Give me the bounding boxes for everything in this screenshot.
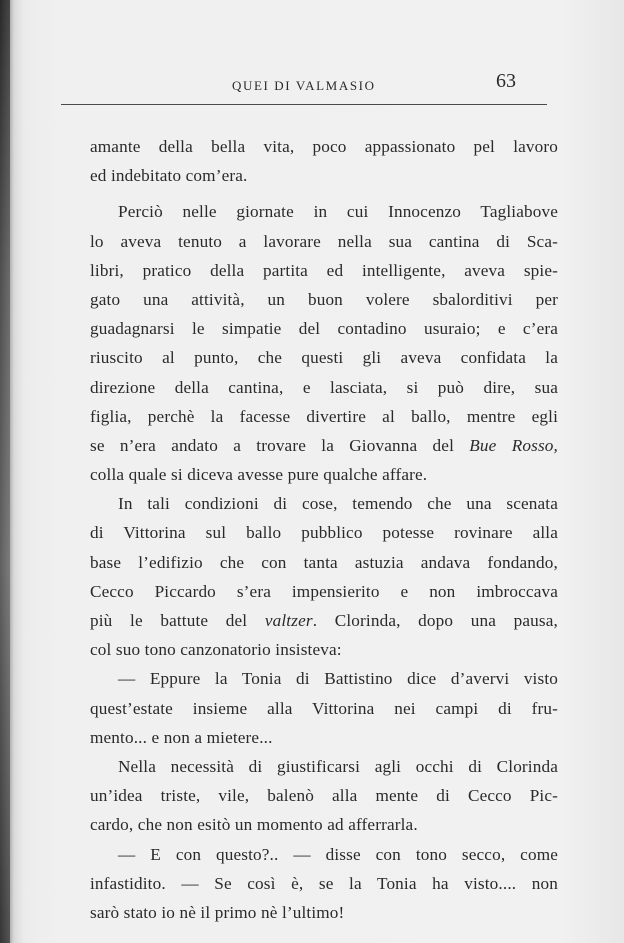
text-line: se n’era andato a trovare la Giovanna del Bue Rosso, (90, 435, 558, 455)
text-line: — E con questo?.. — disse con tono secco, come (118, 844, 558, 864)
text-line: sarò stato io nè il primo nè l’ultimo! (90, 902, 345, 922)
text-line: direzione della cantina, e lasciata, si può dire, sua (90, 377, 558, 397)
text-line: riuscito al punto, che questi gli aveva confidata la (90, 348, 558, 368)
text-line: amante della bella vita, poco appassionato pel lavoro (90, 137, 558, 156)
text-line: mento... e non a mietere... (90, 727, 273, 747)
page-number: 63 (496, 70, 516, 92)
text-line: col suo tono canzonatorio insisteva: (90, 640, 342, 660)
text-line: lo aveva tenuto a lavorare nella sua cantina di Sca- (90, 231, 558, 251)
text-line: gato una attività, un buon volere sbalorditivi per (90, 289, 558, 309)
running-title: QUEI DI VALMASIO (232, 78, 376, 93)
text-line: più le battute del valtzer. Clorinda, dopo una pausa, (90, 611, 558, 630)
binding-shadow (0, 0, 10, 943)
text-line: libri, pratico della partita ed intelligente, aveva spie- (90, 260, 558, 280)
italic-word: valtzer (264, 611, 313, 630)
text-line: base l’edifizio che con tanta astuzia andava fondando, (90, 552, 558, 572)
text-line: In tali condizioni di cose, temendo che una scenata (118, 494, 558, 514)
text-line: guadagnarsi le simpatie del contadino usuraio; e c’era (90, 319, 558, 339)
text-line: di Vittorina sul ballo pubblico potesse rovinare alla (90, 523, 558, 543)
text-line: Perciò nelle giornate in cui Innocenzo Tagliabove (118, 202, 558, 222)
text-line: infastidito. — Se così è, se la Tonia ha visto.... non (90, 873, 558, 893)
text-line: cardo, che non esitò un momento ad afferrarla. (90, 815, 418, 835)
text-line: colla quale si diceva avesse pure qualche affare. (90, 465, 428, 485)
text-line: un’idea triste, vile, balenò alla mente di Cecco Pic- (90, 786, 558, 806)
body-text (90, 132, 558, 927)
text-line: ed indebitato com’era. (90, 166, 248, 186)
text-line: — Eppure la Tonia di Battistino dice d’avervi visto (118, 669, 558, 689)
text-line: Nella necessità di giustificarsi agli occhi di Clorinda (118, 756, 558, 776)
italic-phrase: Bue Rosso, (469, 435, 558, 455)
page-header (60, 70, 550, 106)
header-rule (61, 104, 547, 105)
text-line: figlia, perchè la facesse divertire al ballo, mentre egli (90, 406, 558, 426)
text-line: quest’estate insieme alla Vittorina nei campi di fru- (90, 698, 558, 718)
text-line: Cecco Piccardo s’era impensierito e non imbroccava (90, 581, 558, 601)
